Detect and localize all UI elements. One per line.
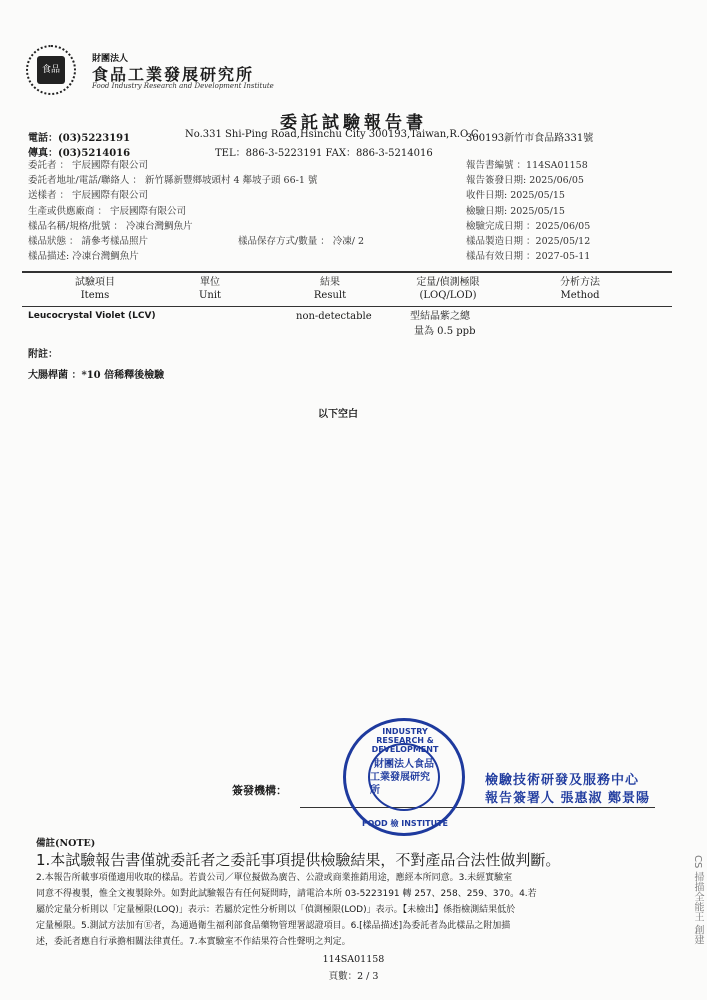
manufacturer: 生產或供應廠商 ： 宇辰國際有限公司 [28,205,187,217]
signer-block [485,772,650,808]
center-name: 檢驗技術研發及服務中心 [485,773,640,788]
header-unit: 單位 Unit [198,277,222,301]
expiry-date: 樣品有效日期 ：2027-05-11 [466,251,591,263]
address-en: No.331 Shi-Ping Road,Hsinchu City 300193,Taiwan,R.O.C. [185,129,482,140]
manufacture-date: 樣品製造日期 ：2025/05/12 [466,236,591,248]
test-date: 檢驗日期: 2025/05/15 [466,205,565,217]
org-type: 財團法人 [92,54,129,64]
scanner-watermark: CS 掃描全能王 創建 [692,855,703,945]
header-result: 結果 Result [313,277,347,301]
sample-name: 樣品名稱/規格/批號 ： 冷凍台灣鯛魚片 [28,220,193,232]
row-item: Leucocrystal Violet (LCV) [28,311,156,321]
institute-seal-logo [26,45,76,95]
footer-page-number: 頁數：2 / 3 [328,971,379,982]
header-method: 分析方法 Method [560,277,600,301]
sender: 送樣者 ： 宇辰國際有限公司 [28,190,149,202]
table-top-rule [22,271,672,273]
org-name-en: Food Industry Research and Development Institute [92,82,274,90]
phone: 電話：(03)5223191 [28,133,131,144]
client: 委託者 ： 宇辰國際有限公司 [28,160,149,171]
header-limit: 定量/偵測極限 (LOQ/LOD) [416,277,480,301]
receipt-date: 收件日期: 2025/05/15 [466,190,565,202]
stamp-center: 財團法人食品 工業發展研究所 [368,743,440,811]
client-address: 委託者地址/電話/聯絡人 ： 新竹縣新豐鄉坡頭村 4 鄰坡子頭 66-1 號 [28,175,318,187]
header-items: 試驗項目 Items [75,277,115,301]
address-zh: 300193新竹市食品路331號 [466,133,594,144]
notes-body: 2.本報告所載事項僅適用收取的樣品。若貴公司／單位擬做為廣告、公證或商業推銷用途，應經本所同意。3.未經實驗室 同意不得複製，惟全文複製除外。如對此試驗報告有任何疑問時，請電洽本所 03-5223191 轉 257、258、259、370。4.若 屬於定量分析則以「定量極限(LOQ)」表示：若屬於定性分析則以「偵測極限(LOD)」表示。【未檢出】係指檢測結果低於 定量極限。5.測試方法加有Ⓔ者，為通過衛生福利部食品藥物管理署認證項目。6.[樣品描述]為委託者為此樣品之附加描 述，委託者應自行承擔相關法律責任。7.本實驗室不作結果符合性聲明之判定。 [36,873,537,947]
seal-glyph: 食品 [37,56,65,84]
completion-date: 檢驗完成日期 ：2025/06/05 [466,220,591,232]
issue-date: 報告簽發日期: 2025/06/05 [466,175,584,187]
report-signer: 報告簽署人 張惠淑 鄭景陽 [485,791,651,806]
remarks-label: 附註： [28,349,58,360]
tel-fax-en: TEL：886-3-5223191 FAX：886-3-5214016 [215,148,433,159]
table-header-rule [22,306,672,307]
stamp-ring-top: INDUSTRY RESEARCH & DEVELOPMENT [371,727,439,754]
note-item-1: 1.本試驗報告書僅就委託者之委託事項提供檢驗結果，不對產品合法性做判斷。 [36,851,561,869]
remarks-line: 大腸桿菌 ：*10 倍稀釋後檢驗 [28,370,165,381]
info-right [466,158,590,264]
page-title: 委託試驗報告書 [280,113,427,133]
org-name: 食品工業發展研究所 [92,65,255,84]
sample-description: 樣品描述: 冷凍台灣鯛魚片 [28,251,139,263]
report-number: 報告書編號 ：114SA01158 [466,160,588,171]
official-stamp [343,718,465,836]
notes-label: 備註(NOTE) [36,838,96,849]
row-limit: 型結晶紫之總 量為 0.5 ppb [410,311,476,337]
sample-status: 樣品狀態 ： 請參考樣品照片 [28,236,149,248]
row-result: non-detectable [296,311,372,322]
issuing-org-label: 簽發機構： [232,784,287,797]
blank-below: 以下空白 [318,409,358,420]
sample-storage: 樣品保存方式/數量 ： 冷凍/ 2 [238,236,365,247]
fax: 傳真：(03)5214016 [28,148,131,159]
footer-report-number: 114SA01158 [322,954,385,965]
stamp-ring-bottom: FOOD 檢 INSTITUTE [361,819,449,828]
